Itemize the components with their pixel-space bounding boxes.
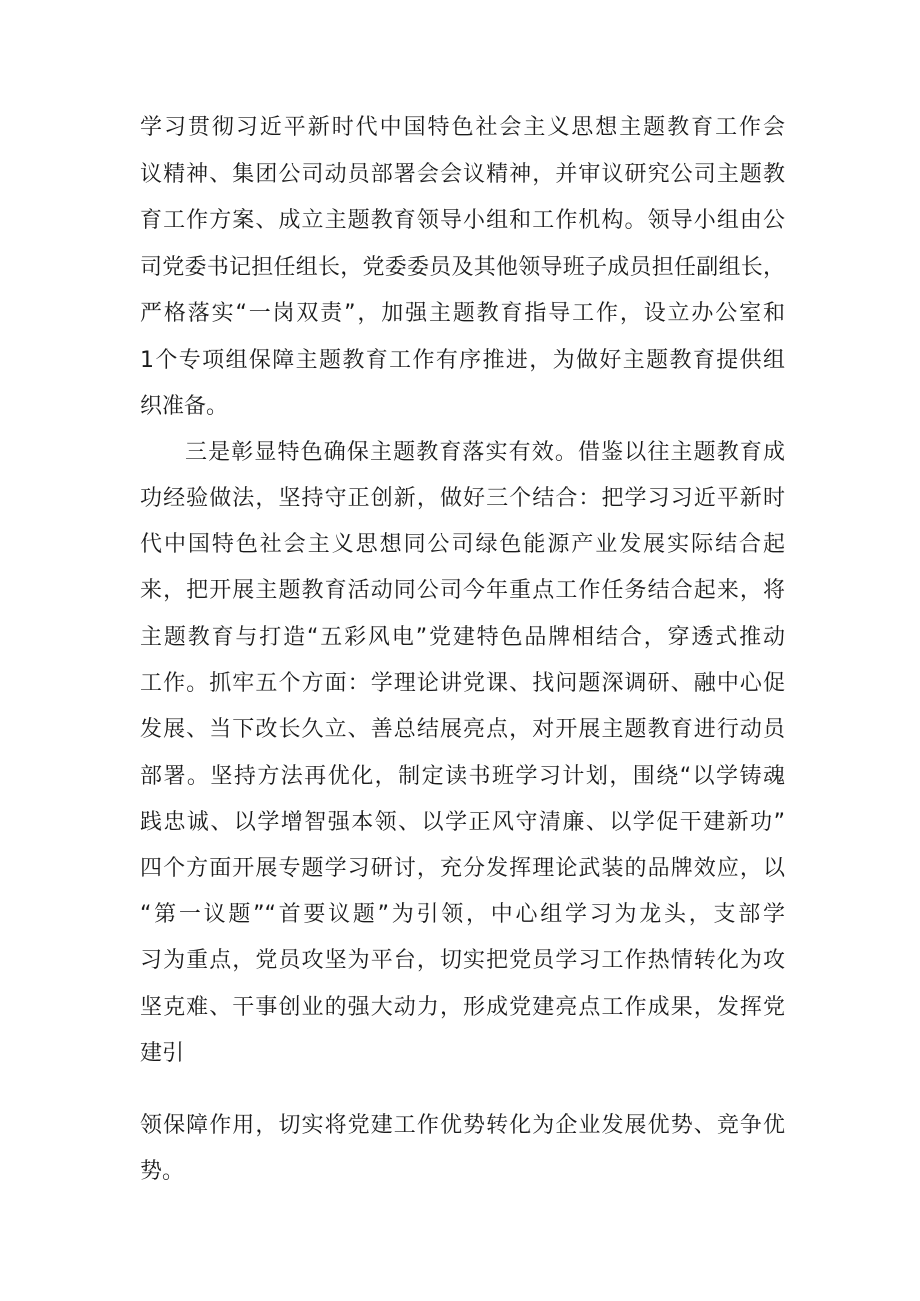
paragraph-line: 严格落实“一岗双责”，加强主题教育指导工作，设立办公室和 xyxy=(140,301,785,326)
paragraph-line: 三是彰显特色确保主题教育落实有效。借鉴以往主题教育成 xyxy=(185,440,785,465)
paragraph-line: 学习贯彻习近平新时代中国特色社会主义思想主题教育工作会 xyxy=(140,115,785,140)
paragraph-line: 工作。抓牢五个方面：学理论讲党课、找问题深调研、融中心促 xyxy=(140,671,785,696)
paragraph-line: 功经验做法，坚持守正创新，做好三个结合：把学习习近平新时 xyxy=(140,486,785,511)
paragraph-line: 发展、当下改长久立、善总结展亮点，对开展主题教育进行动员 xyxy=(140,717,785,742)
paragraph-line: 代中国特色社会主义思想同公司绿色能源产业发展实际结合起 xyxy=(140,532,785,557)
paragraph-line: 司党委书记担任组长，党委委员及其他领导班子成员担任副组长， xyxy=(140,255,785,280)
paragraph-line: 育工作方案、成立主题教育领导小组和工作机构。领导小组由公 xyxy=(140,208,785,233)
paragraph-line: 来，把开展主题教育活动同公司今年重点工作任务结合起来，将 xyxy=(140,578,785,603)
paragraph-line: 部署。坚持方法再优化，制定读书班学习计划，围绕“以学铸魂 xyxy=(140,764,785,789)
paragraph-line: 1个专项组保障主题教育工作有序推进，为做好主题教育提供组 xyxy=(140,348,785,373)
paragraph-line: 主题教育与打造“五彩风电”党建特色品牌相结合，穿透式推动 xyxy=(140,625,785,650)
paragraph-line: 领保障作用，切实将党建工作优势转化为企业发展优势、竞争优 xyxy=(140,1113,785,1138)
paragraph-line: 践忠诚、以学增智强本领、以学正风守清廉、以学促干建新功” xyxy=(140,810,785,835)
paragraph-line: 坚克难、干事创业的强大动力，形成党建亮点工作成果，发挥党 xyxy=(140,995,785,1020)
paragraph-line: 势。 xyxy=(140,1159,185,1184)
paragraph-line: 建引 xyxy=(140,1041,185,1066)
paragraph-line: 习为重点，党员攻坚为平台，切实把党员学习工作热情转化为攻 xyxy=(140,948,785,973)
paragraph-line: “第一议题”“首要议题”为引领，中心组学习为龙头，支部学 xyxy=(140,902,785,927)
paragraph-line: 四个方面开展专题学习研讨，充分发挥理论武装的品牌效应，以 xyxy=(140,856,785,881)
paragraph-line: 织准备。 xyxy=(140,394,229,419)
paragraph-line: 议精神、集团公司动员部署会会议精神，并审议研究公司主题教 xyxy=(140,162,785,187)
